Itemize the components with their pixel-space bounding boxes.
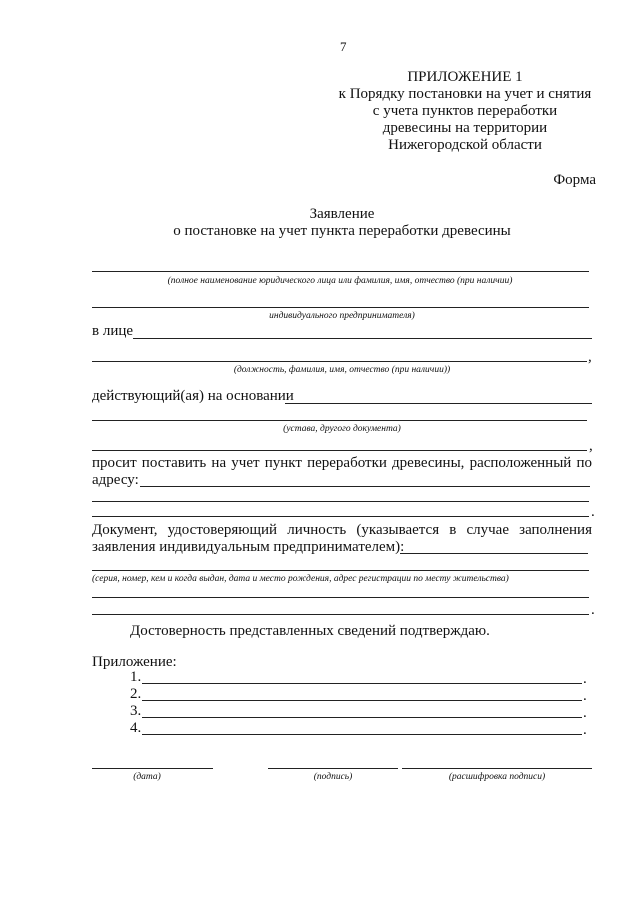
appendix-line4: Нижегородской области: [388, 137, 542, 153]
basis-extra-line[interactable]: [92, 450, 587, 451]
attachment-item-3-dot: .: [583, 705, 587, 721]
attachment-item-4-number: 4.: [130, 720, 142, 736]
address-line-3[interactable]: [92, 516, 589, 517]
id-doc-text-2: заявления индивидуальным предпринимателем):: [92, 539, 405, 555]
date-caption: (дата): [133, 772, 161, 782]
org-name-caption-2: индивидуального предпринимателя): [269, 311, 415, 321]
org-name-line-2[interactable]: [92, 307, 589, 308]
signature-caption: (подпись): [313, 772, 353, 782]
attachment-item-3-number: 3.: [130, 703, 142, 719]
decipher-line[interactable]: [402, 768, 592, 769]
doc-title: Заявление: [309, 206, 375, 222]
decipher-caption: (расшифровка подписи): [448, 772, 546, 782]
request-text: просит поставить на учет пункт переработки древесины, расположенный по: [92, 455, 592, 471]
basis-doc-caption: (устава, другого документа): [283, 424, 401, 434]
page-number: 7: [340, 39, 347, 54]
attachment-item-2-number: 2.: [130, 686, 142, 702]
attachment-item-2-dot: .: [583, 688, 587, 704]
date-line[interactable]: [92, 768, 213, 769]
passport-line-3[interactable]: [92, 614, 589, 615]
attachment-item-3-line[interactable]: [142, 717, 582, 718]
attachment-item-2-line[interactable]: [142, 700, 582, 701]
attachment-item-1-dot: .: [583, 671, 587, 687]
id-doc-line[interactable]: [400, 553, 588, 554]
attachment-item-4-dot: .: [583, 722, 587, 738]
basis-doc-line[interactable]: [92, 420, 587, 421]
acting-basis-label: действующий(ая) на основании: [92, 388, 294, 404]
attachment-item-1-line[interactable]: [142, 683, 582, 684]
address-line-1[interactable]: [140, 486, 590, 487]
signature-line[interactable]: [268, 768, 398, 769]
appendix-title: ПРИЛОЖЕНИЕ 1: [407, 69, 523, 85]
id-doc-text-1: Документ, удостоверяющий личность (указывается в случае заполнения: [92, 522, 592, 538]
appendix-line1: к Порядку постановки на учет и снятия: [338, 86, 592, 102]
in-person-label: в лице: [92, 323, 134, 339]
attachment-item-1-number: 1.: [130, 669, 142, 685]
attachment-item-4-line[interactable]: [142, 734, 582, 735]
passport-line-2[interactable]: [92, 597, 589, 598]
passport-caption: (серия, номер, кем и когда выдан, дата и место рождения, адрес регистрации по месту жительства): [92, 574, 509, 584]
org-name-caption-1: (полное наименование юридического лица или фамилия, имя, отчество (при наличии): [167, 276, 513, 286]
address-dot: .: [591, 504, 595, 520]
position-comma: ,: [588, 349, 592, 365]
org-name-line[interactable]: [92, 271, 589, 272]
appendix-line3: древесины на территории: [382, 120, 548, 136]
position-caption: (должность, фамилия, имя, отчество (при наличии)): [233, 365, 451, 375]
basis-extra-comma: ,: [589, 438, 593, 454]
position-line[interactable]: [92, 361, 587, 362]
address-line-2[interactable]: [92, 501, 589, 502]
form-label: Форма: [553, 172, 596, 188]
in-person-line[interactable]: [133, 338, 592, 339]
passport-line[interactable]: [92, 570, 589, 571]
confirm-text: Достоверность представленных сведений подтверждаю.: [130, 623, 490, 639]
doc-subtitle: о постановке на учет пункта переработки древесины: [173, 223, 511, 239]
passport-dot: .: [591, 602, 595, 618]
attachment-label: Приложение:: [92, 654, 177, 670]
address-label: адресу:: [92, 472, 139, 488]
acting-basis-line[interactable]: [285, 403, 592, 404]
appendix-line2: с учета пунктов переработки: [372, 103, 558, 119]
